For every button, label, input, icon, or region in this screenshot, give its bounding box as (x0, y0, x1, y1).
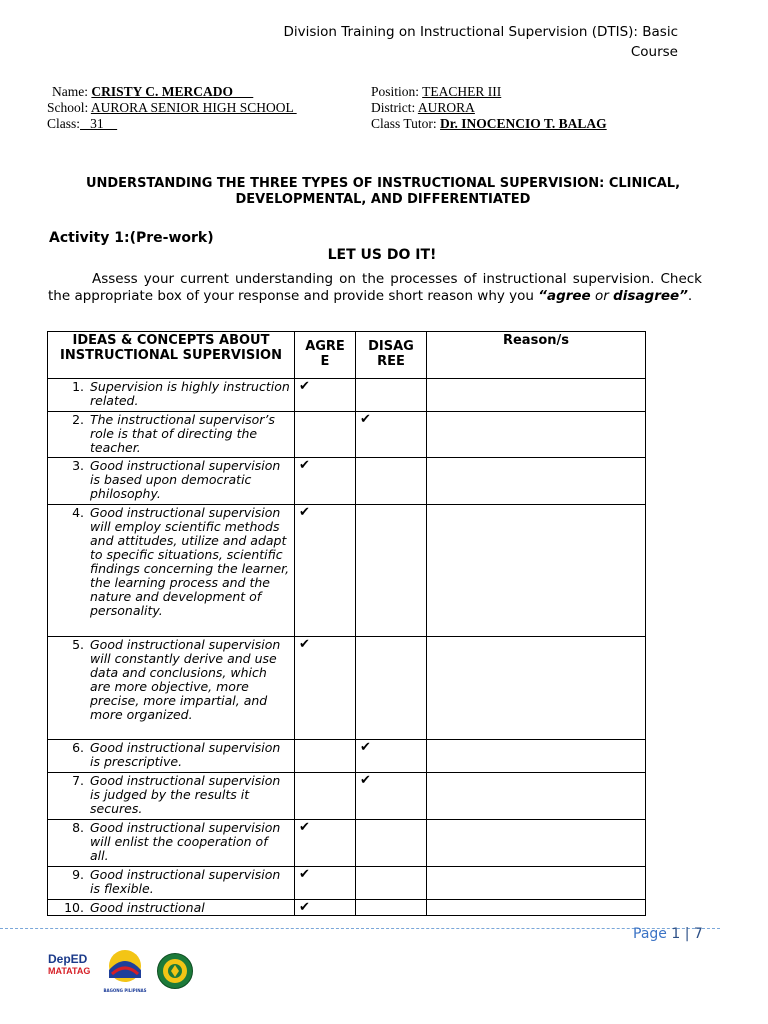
matatag-logo-text: MATATAG (48, 966, 91, 976)
item-text: Good instructional supervision is judged by the results it secures. (90, 773, 281, 816)
table-row (48, 867, 646, 900)
disagree-cell[interactable] (356, 740, 427, 773)
agree-check: ✔ (299, 820, 310, 835)
disagree-cell[interactable] (356, 458, 427, 505)
tutor-value: Dr. INOCENCIO T. BALAG (440, 116, 607, 131)
item-number: 4. (72, 505, 84, 520)
page-number (633, 926, 703, 942)
agree-check: ✔ (299, 867, 310, 882)
reason-cell[interactable] (427, 773, 646, 820)
deped-matatag-logo (48, 952, 94, 988)
item-number: 7. (72, 773, 84, 788)
page-title: UNDERSTANDING THE THREE TYPES OF INSTRUCTIONAL SUPERVISION: CLINICAL, DEVELOPMENTAL, AND DIFFERENTIATED (85, 176, 681, 207)
info-right (371, 84, 607, 132)
activity-subtitle: LET US DO IT! (327, 247, 437, 263)
item-number: 9. (72, 867, 84, 882)
reason-cell[interactable] (427, 412, 646, 458)
footer-divider (0, 928, 720, 929)
disagree-cell[interactable] (356, 867, 427, 900)
table-row (48, 505, 646, 637)
agree-check: ✔ (299, 505, 310, 520)
agree-check: ✔ (299, 458, 310, 473)
item-text: The instructional supervisor’s role is that of directing the teacher. (90, 412, 275, 455)
item-number: 10. (64, 900, 84, 915)
agree-cell[interactable] (295, 379, 356, 412)
header-reasons: Reason/s (427, 332, 646, 379)
header-disagree (356, 332, 427, 379)
page-word: Page (633, 926, 672, 942)
school-label: School: (47, 100, 91, 115)
bagong-pilipinas-text: BAGONG PILIPINAS (103, 988, 147, 993)
header-line-1: Division Training on Instructional Supervision (DTIS): Basic (283, 24, 678, 40)
reason-cell[interactable] (427, 867, 646, 900)
agree-check: ✔ (299, 637, 310, 652)
agree-cell[interactable] (295, 505, 356, 637)
instructions-disagree: disagree” (613, 288, 688, 304)
header-line-2: Course (630, 44, 678, 60)
agree-cell[interactable] (295, 773, 356, 820)
disagree-cell[interactable] (356, 820, 427, 867)
idea-cell (48, 900, 295, 916)
idea-cell (48, 867, 295, 900)
agree-check: ✔ (299, 379, 310, 394)
reason-cell[interactable] (427, 379, 646, 412)
item-text: Good instructional supervision will enlist the cooperation of all. (90, 820, 281, 863)
name-label: Name: (52, 84, 92, 99)
agree-check: ✔ (299, 900, 310, 915)
item-number: 6. (72, 740, 84, 755)
instructions-end: . (687, 288, 693, 304)
disagree-cell[interactable] (356, 412, 427, 458)
item-text: Good instructional (90, 900, 205, 915)
disagree-check: ✔ (360, 412, 371, 427)
disagree-check: ✔ (360, 740, 371, 755)
reason-cell[interactable] (427, 637, 646, 740)
header-agree (295, 332, 356, 379)
idea-cell (48, 379, 295, 412)
table-row (48, 773, 646, 820)
table-row (48, 458, 646, 505)
agree-cell[interactable] (295, 412, 356, 458)
activity-heading: Activity 1:(Pre-work) (49, 230, 214, 246)
item-text: Good instructional supervision is based upon democratic philosophy. (90, 458, 281, 501)
idea-cell (48, 505, 295, 637)
idea-cell (48, 820, 295, 867)
reason-cell[interactable] (427, 505, 646, 637)
tutor-label: Class Tutor: (371, 116, 441, 131)
disagree-cell[interactable] (356, 505, 427, 637)
assessment-table (47, 331, 646, 916)
page-separator: | (680, 926, 694, 942)
instructions-or: or (590, 288, 614, 304)
school-value: AURORA SENIOR HIGH SCHOOL (90, 100, 297, 115)
idea-cell (48, 412, 295, 458)
table-row (48, 740, 646, 773)
disagree-cell[interactable] (356, 637, 427, 740)
item-number: 1. (72, 379, 84, 394)
deped-logo-text: DepED (48, 952, 88, 966)
page-total: 7 (693, 926, 703, 942)
agree-cell[interactable] (295, 637, 356, 740)
table-row (48, 379, 646, 412)
disagree-check: ✔ (360, 773, 371, 788)
item-number: 3. (72, 458, 84, 473)
idea-cell (48, 637, 295, 740)
item-text: Good instructional supervision is prescriptive. (90, 740, 281, 769)
district-label: District: (371, 100, 418, 115)
agree-cell[interactable] (295, 458, 356, 505)
instructions (48, 271, 702, 305)
table-row (48, 820, 646, 867)
document-header (258, 22, 678, 62)
idea-cell (48, 740, 295, 773)
class-value: 31 (80, 116, 118, 131)
instructions-agree: “agree (538, 288, 591, 304)
table-row (48, 900, 646, 916)
agree-cell[interactable] (295, 820, 356, 867)
page-current: 1 (671, 926, 681, 942)
disagree-cell[interactable] (356, 900, 427, 916)
item-text: Good instructional supervision is flexible. (90, 867, 281, 896)
position-value: TEACHER III (422, 84, 502, 99)
division-seal-logo (156, 952, 194, 990)
table-row (48, 412, 646, 458)
class-label: Class: (47, 116, 81, 131)
item-text: Good instructional supervision will employ scientific methods and attitudes, utilize and adapt to specific situations, scientific findings concerning the learner, the learning process and the nature and development of personality. (90, 505, 290, 618)
reason-cell[interactable] (427, 740, 646, 773)
table-row (48, 637, 646, 740)
disagree-cell[interactable] (356, 379, 427, 412)
item-number: 2. (72, 412, 84, 427)
position-label: Position: (371, 84, 423, 99)
agree-cell[interactable] (295, 900, 356, 916)
bagong-pilipinas-logo (102, 948, 148, 992)
agree-cell[interactable] (295, 867, 356, 900)
info-left (47, 84, 297, 132)
idea-cell (48, 458, 295, 505)
item-number: 8. (72, 820, 84, 835)
reason-cell[interactable] (427, 458, 646, 505)
name-value: CRISTY C. MERCADO (91, 84, 254, 99)
header-disagree-text: DISAG REE (368, 339, 414, 369)
instructions-text: Assess your current understanding on the processes of instructional supervision. Check the appropriate box of your response and provide short reason why you (48, 271, 702, 304)
header-ideas: IDEAS & CONCEPTS ABOUT INSTRUCTIONAL SUPERVISION (48, 332, 295, 379)
reason-cell[interactable] (427, 820, 646, 867)
idea-cell (48, 773, 295, 820)
disagree-cell[interactable] (356, 773, 427, 820)
item-text: Supervision is highly instruction related. (90, 379, 290, 408)
agree-cell[interactable] (295, 740, 356, 773)
reason-cell[interactable] (427, 900, 646, 916)
district-value: AURORA (417, 100, 475, 115)
item-text: Good instructional supervision will constantly derive and use data and conclusions, which are more objective, more precise, more impartial, and more organized. (90, 637, 281, 722)
item-number: 5. (72, 637, 84, 652)
header-agree-text: AGRE E (305, 339, 345, 369)
